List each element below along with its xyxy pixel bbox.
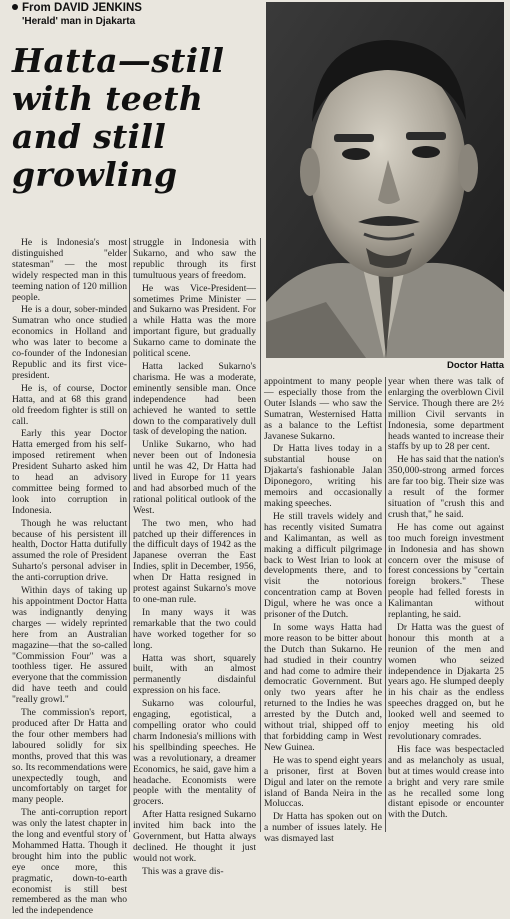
paragraph: He still travels widely and has recently visited Sumatra and Kalimantan, as well as making a difficult pilgrimage back to West Irian to look at developments there, and to visit the notorious concentration camp at Boven Digul, where he was once a prisoner of the Dutch.	[264, 510, 382, 621]
headline-line: Hatta—still	[12, 41, 225, 80]
paragraph: appointment to many people — especially those from the Outer Islands — who saw the Sumatran, Westernised Hatta as a balance to the Leftist Javanese Sukarno.	[264, 376, 382, 442]
paragraph: He is Indonesia's most distinguished "elder statesman" — the most widely respected man in this teeming nation of 120 million people.	[12, 237, 127, 303]
paragraph: Within days of taking up his appointment Doctor Hatta was indignantly denying charges — widely reprinted here from an Australian magazine—that the so-called "Commission Four" was a toothless tiger. He assured everyone that the commission did have teeth and could "really growl."	[12, 585, 127, 706]
paragraph: The two men, who had patched up their differences in the difficult days of 1942 as the Japanese overran the East Indies, split in December, 1956, when Dr Hatta resigned in protest against Sukarno's move to one-man rule.	[133, 517, 256, 605]
portrait-illustration	[266, 2, 504, 358]
paragraph: Though he was reluctant because of his persistent ill health, Doctor Hatta dutifully assumed the role of President Suharto's personal adviser in the anti-corruption drive.	[12, 517, 127, 584]
byline	[12, 2, 262, 28]
byline-author: From DAVID JENKINS	[22, 2, 142, 14]
paragraph: His face was bespectacled and as melancholy as usual, but at times would crease into a bright and very rare smile as he recalled some long distant episode or encounter with the Dutch.	[388, 743, 504, 821]
paragraph: year when there was talk of enlarging the overblown Civil Service. Though there are 2½ million Civil servants in Indonesia, some department heads wanted to increase their staffs by up to 28 per cent.	[388, 376, 504, 453]
column-divider	[260, 238, 261, 832]
paragraph: He is, of course, Doctor Hatta, and at 68 this grand old freedom fighter is still on call.	[12, 382, 127, 427]
paragraph: He is a dour, sober-minded Sumatran who once studied economics in Holland and who was later to become a co-founder of the Indonesian Republic and its first vice-president.	[12, 304, 127, 381]
paragraph: Sukarno was colourful, engaging, egotistical, a compelling orator who could charm Indonesia's millions with his spellbinding speeches. He was a revolutionary, a dreamer Economics, he said, gave him a headache. Economists were people with the mentality of grocers.	[133, 698, 256, 808]
photo-caption: Doctor Hatta	[446, 360, 504, 371]
column-divider	[129, 238, 130, 832]
paragraph: After Hatta resigned Sukarno invited him back into the Government, but Hatta always declined. He thought it just would not work.	[133, 809, 256, 864]
paragraph: The commission's report, produced after Dr Hatta and the four other members had laboured solidly for six months, proved that this was so. Its recommendations were unexpectedly tough, and uncomfortably on target for many people.	[12, 707, 127, 806]
paragraph: Dr Hatta lives today in a substantial house on Djakarta's fashionable Jalan Diponegoro, writing his memoirs and occasionally making speeches.	[264, 443, 382, 509]
paragraph: Unlike Sukarno, who had never been out of Indonesia until he was 42, Dr Hatta had lived in Europe for 11 years and had absorbed much of the rational political outlook of the West.	[133, 439, 256, 516]
paragraph: He was to spend eight years a prisoner, first at Boven Digul and later on the remote island of Banda Neira in the Moluccas.	[264, 754, 382, 810]
headline	[12, 42, 262, 194]
headline-line: growling	[12, 155, 178, 194]
paragraph: Early this year Doctor Hatta emerged from his self-imposed retirement when President Suharto asked him to head an advisory committee being formed to look into corruption in Indonesia.	[12, 428, 127, 516]
paragraph: He was Vice-President—sometimes Prime Minister —and Sukarno was President. For a while Hatta was the more important figure, but gradually Sukarno came to dominate the political scene.	[133, 282, 256, 360]
article-column-3	[264, 377, 382, 847]
portrait-photo	[266, 2, 504, 358]
paragraph: Hatta lacked Sukarno's charisma. He was a moderate, eminently sensible man. Once independence had been achieved he wanted to settle down to the comparatively dull task of developing the nation.	[133, 360, 256, 438]
column-divider	[385, 377, 386, 832]
paragraph: He has come out against too much foreign investment in Indonesia and has shown concern over the misuse of forest concessions by "certain foreign brokers." These people had felled forests in Kalimantan without replanting, he said.	[388, 521, 504, 621]
paragraph: Hatta was short, squarely built, with an almost permanently disdainful expression on his face.	[133, 652, 256, 697]
headline-line: and still	[12, 117, 167, 156]
article-column-4	[388, 377, 504, 823]
paragraph: This was a grave dis-	[142, 865, 224, 877]
article-column-1	[12, 238, 127, 919]
paragraph: Dr Hatta was the guest of honour this month at a reunion of the men and women who seized independence in Djakarta 25 years ago. He slumped deeply in his chair as the endless speeches dragged on, but he looked well and seemed to enjoy meeting his old revolutionary comrades.	[388, 621, 504, 742]
paragraph: The anti-corruption report was only the latest chapter in the long and eventful story of Mohammed Hatta. Though it brought him into the public eye once more, this pragmatic, down-to-earth economist is still best remembered as the man who led the independence	[12, 807, 127, 917]
byline-location: 'Herald' man in Djakarta	[22, 16, 136, 27]
paragraph: In some ways Hatta had more reason to be bitter about the Dutch than Sukarno. He had studied in their country and had come to admire their democratic Government. But only two years after he returned to the Indies he was arrested by the Dutch and, without trial, shipped off to that forbidding camp in West New Guinea.	[264, 621, 382, 753]
byline-author-line	[12, 2, 262, 15]
paragraph: He has said that the nation's 350,000-strong armed forces are far too big. Their size was a result of the former situation of "crush this and crush that," he said.	[388, 454, 504, 520]
paragraph: In many ways it was remarkable that the two could have worked together for so long.	[133, 606, 256, 651]
article-column-2	[133, 238, 256, 880]
paragraph: struggle in Indonesia with Sukarno, and who saw the republic through its first tumultuous years of freedom.	[133, 237, 256, 281]
headline-line: with teeth	[12, 79, 204, 118]
paragraph: Dr Hatta has spoken out on a number of issues lately. He was dismayed last	[264, 811, 382, 845]
bullet-icon	[12, 4, 18, 10]
